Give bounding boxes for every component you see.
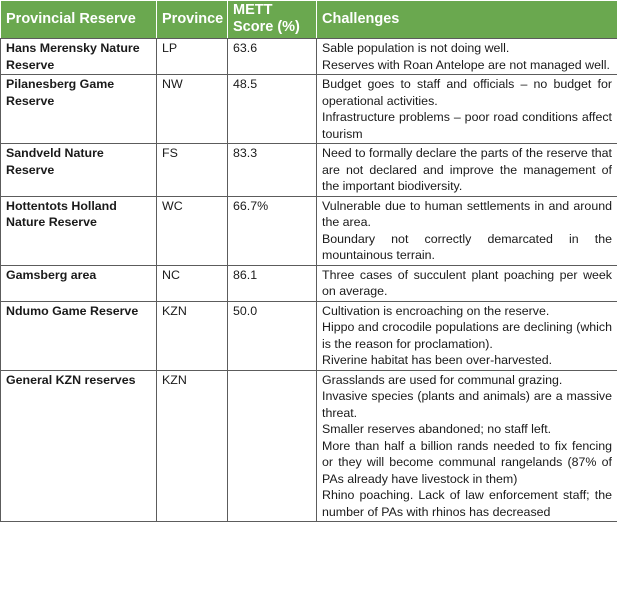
province-code: NW	[157, 75, 228, 144]
challenge-item: Rhino poaching. Lack of law enforcement staff; the number of PAs with rhinos has decreased	[322, 488, 612, 519]
mett-score: 50.0	[228, 301, 317, 370]
header-province: Province	[157, 1, 228, 39]
challenge-item: Invasive species (plants and animals) are a massive threat.	[322, 389, 612, 420]
header-challenges: Challenges	[317, 1, 617, 39]
challenges-cell	[317, 39, 617, 75]
table-row	[1, 144, 617, 197]
reserve-name: Pilanesberg Game Reserve	[1, 75, 157, 144]
challenge-item: Grasslands are used for communal grazing.	[322, 372, 563, 387]
challenge-item: Vulnerable due to human settlements in and around the area.	[322, 198, 612, 229]
mett-score: 83.3	[228, 144, 317, 197]
province-code: LP	[157, 39, 228, 75]
header-provincial-reserve: Provincial Reserve	[1, 1, 157, 39]
challenges-cell	[317, 75, 617, 144]
table-row	[1, 196, 617, 265]
reserve-name: Hans Merensky Nature Reserve	[1, 39, 157, 75]
province-code: FS	[157, 144, 228, 197]
reserve-name: Hottentots Holland Nature Reserve	[1, 196, 157, 265]
header-row	[1, 1, 617, 39]
challenge-item: Three cases of succulent plant poaching per week on average.	[322, 267, 612, 298]
province-code: KZN	[157, 370, 228, 522]
table-row	[1, 39, 617, 75]
province-code: NC	[157, 265, 228, 301]
mett-score: 66.7%	[228, 196, 317, 265]
challenge-item: Budget goes to staff and officials – no budget for operational activities.	[322, 77, 612, 108]
mett-score: 48.5	[228, 75, 317, 144]
table-row	[1, 370, 617, 522]
table-row	[1, 75, 617, 144]
header-mett-score: METT Score (%)	[228, 1, 317, 39]
challenge-item: Hippo and crocodile populations are declining (which is the reason for proclamation).	[322, 320, 612, 351]
reserve-name: Ndumo Game Reserve	[1, 301, 157, 370]
challenge-item: Infrastructure problems – poor road conditions affect tourism	[322, 110, 612, 141]
table-row	[1, 301, 617, 370]
challenge-item: Boundary not correctly demarcated in the mountainous terrain.	[322, 231, 612, 262]
challenge-item: Smaller reserves abandoned; no staff left.	[322, 422, 552, 436]
mett-score	[228, 370, 317, 522]
challenge-item: Riverine habitat has been over-harvested.	[322, 353, 553, 367]
challenges-cell	[317, 265, 617, 301]
challenge-item: Cultivation is encroaching on the reserve.	[322, 303, 550, 318]
challenges-cell	[317, 144, 617, 197]
reserve-name: Sandveld Nature Reserve	[1, 144, 157, 197]
province-code: WC	[157, 196, 228, 265]
challenge-item: Need to formally declare the parts of the reserve that are not declared and improve the management of the important biodiversity.	[322, 146, 612, 193]
table-row	[1, 265, 617, 301]
challenges-cell	[317, 196, 617, 265]
challenges-cell	[317, 370, 617, 522]
province-code: KZN	[157, 301, 228, 370]
challenge-item: Sable population is not doing well.	[322, 41, 510, 55]
challenges-cell	[317, 301, 617, 370]
mett-score: 86.1	[228, 265, 317, 301]
challenge-item: More than half a billion rands needed to fix fencing or they will become communal rangelands (87% of PAs already have livestock in them)	[322, 438, 612, 486]
reserve-name: Gamsberg area	[1, 265, 157, 301]
reserve-name: General KZN reserves	[1, 370, 157, 522]
mett-score: 63.6	[228, 39, 317, 75]
challenge-item: Reserves with Roan Antelope are not managed well.	[322, 57, 610, 72]
